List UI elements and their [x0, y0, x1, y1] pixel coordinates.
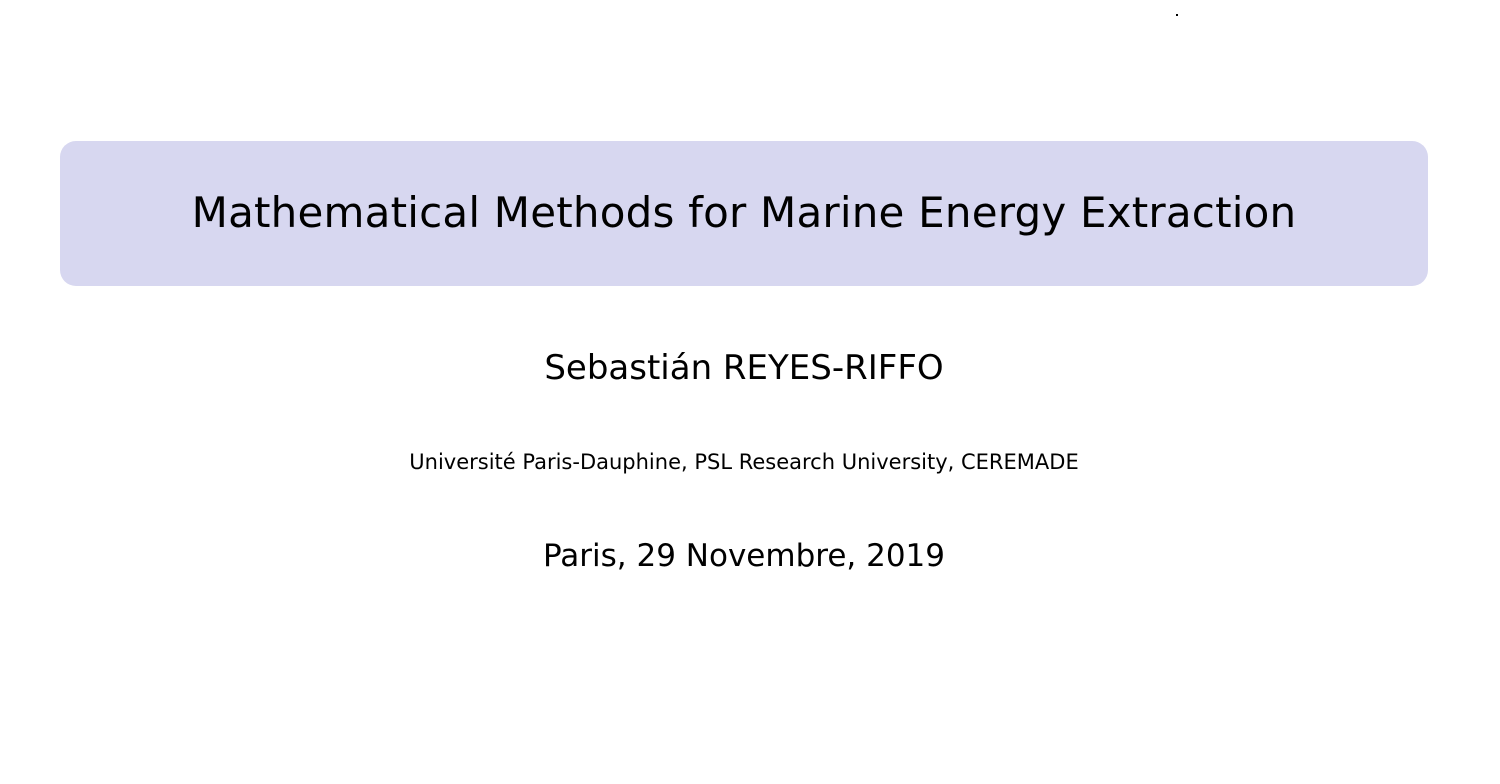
- slide-title: Mathematical Methods for Marine Energy Extraction: [191, 188, 1297, 237]
- stray-dot: [1176, 14, 1178, 16]
- presentation-date: Paris, 29 Novembre, 2019: [542, 538, 945, 574]
- author-name: Sebastián REYES-RIFFO: [544, 348, 944, 388]
- title-box: [60, 141, 1428, 286]
- institute: Université Paris-Dauphine, PSL Research University, CEREMADE: [409, 450, 1079, 474]
